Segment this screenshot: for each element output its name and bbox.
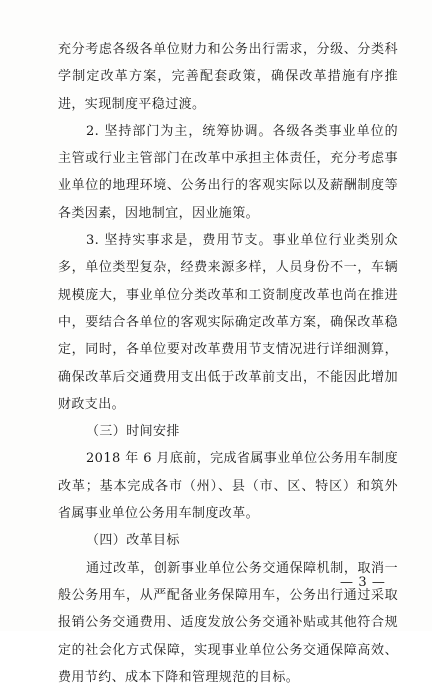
paragraph-principle-2: 2. 坚持部门为主，统筹协调。各级各类事业单位的主管或行业主管部门在改革中承担主体责任，充分考虑事业单位的地理环境、公务出行的客观实际以及薪酬制度等各类因素，因地制宜，因业施策。 — [58, 123, 398, 221]
paragraph-principle-3: 3. 坚持实事求是，费用节支。事业单位行业类别众多，单位类型复杂，经费来源多样，人员身份不一，车辆规模庞大，事业单位分类改革和工资制度改革也尚在推进中，要结合各单位的客观实际确定改革方案，确保改革稳定，同时，各单位要对改革费用节支情况进行详细测算，确保改革后交通费用支出低于改革前支出，不能因此增加财政支出。 — [58, 233, 398, 412]
section-heading-schedule: （三）时间安排 — [86, 424, 180, 440]
page-number: — 3 — — [340, 575, 386, 590]
paragraph-continuation: 充分考虑各级各单位财力和公务出行需求，分级、分类科学制定改革方案，完善配套政策，确保改革措施有序推进，实现制度平稳过渡。 — [58, 42, 398, 112]
paragraph-schedule: 2018 年 6 月底前，完成省属事业单位公务用车制度改革；基本完成各市（州）、县（市、区、特区）和筑外省属事业单位公务用车制度改革。 — [58, 451, 398, 522]
paragraph-goals: 通过改革，创新事业单位公务交通保障机制，取消一般公务用车，从严配备业务保障用车，公务出行通过采取报销公务交通费用、适度发放公务交通补贴或其他符合规定的社会化方式保障，实现事业单位公务交通保障高效、费用节约、成本下降和管理规范的目标。 — [58, 560, 398, 685]
document-body — [58, 36, 398, 691]
section-heading-goals: （四）改革目标 — [86, 533, 180, 549]
